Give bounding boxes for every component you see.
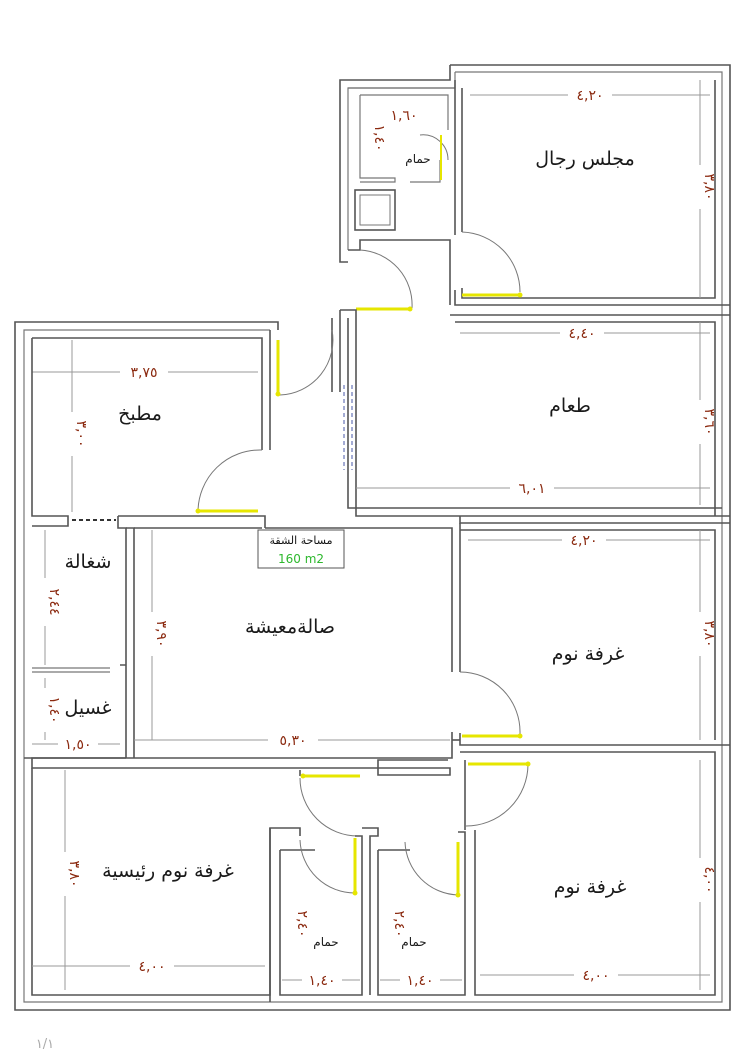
label-kitchen: مطبخ bbox=[118, 403, 162, 425]
label-bath-left: حمام bbox=[313, 935, 339, 949]
entry-door bbox=[340, 250, 450, 312]
dim-kitchen-width: ٣,٧٥ bbox=[130, 365, 158, 381]
page-number: ١/١ bbox=[35, 1037, 55, 1052]
dim-bedroom-2-width: ٤,٠٠ bbox=[582, 968, 610, 984]
label-master-bedroom: غرفة نوم رئيسية bbox=[102, 860, 234, 882]
dim-living-depth: ٣,٩٠ bbox=[153, 620, 169, 648]
label-bath-right: حمام bbox=[401, 935, 427, 949]
area-box-title: مساحة الشقة bbox=[269, 534, 333, 547]
dim-majlis-width: ٤,٢٠ bbox=[576, 88, 604, 104]
dimension-labels bbox=[37, 87, 717, 989]
label-maid: شغالة bbox=[64, 551, 112, 573]
room-bedroom-2 bbox=[460, 752, 715, 995]
dim-bath-left-depth: ٢,٤٠ bbox=[294, 910, 310, 938]
dim-bath-top-width: ١,٦٠ bbox=[390, 108, 418, 124]
dim-maid-depth: ٢,٤٤ bbox=[46, 588, 62, 616]
dim-laundry-depth: ١,٤٠ bbox=[46, 696, 62, 724]
dim-bedroom-1-depth: ٣,٨٠ bbox=[701, 620, 717, 648]
label-majlis: مجلس رجال bbox=[535, 148, 635, 170]
label-dining: طعام bbox=[549, 395, 591, 417]
bath-right bbox=[362, 828, 465, 995]
room-bedroom-1 bbox=[452, 516, 730, 745]
dim-bath-left-width: ١,٤٠ bbox=[308, 973, 336, 989]
dim-master-width: ٤,٠٠ bbox=[138, 959, 166, 975]
dim-bath-right-depth: ٢,٤٠ bbox=[391, 910, 407, 938]
dim-majlis-depth: ٣,٨٠ bbox=[701, 173, 717, 201]
area-box-value: 160 m2 bbox=[277, 552, 325, 566]
dim-bedroom-1-width: ٤,٢٠ bbox=[570, 533, 598, 549]
dim-dining-total: ٦,٠١ bbox=[518, 481, 546, 497]
label-bedroom-2: غرفة نوم bbox=[553, 876, 627, 898]
dim-dining-width: ٤,٤٠ bbox=[568, 326, 596, 342]
label-bath-top: حمام bbox=[405, 152, 431, 166]
dim-living-width: ٥,٣٠ bbox=[279, 733, 307, 749]
label-living: صالةمعيشة bbox=[244, 616, 336, 638]
room-majlis bbox=[455, 80, 730, 305]
label-bedroom-1: غرفة نوم bbox=[551, 643, 625, 665]
dim-bedroom-2-depth: ٤,٠٠ bbox=[701, 866, 717, 894]
dim-laundry-width: ١,٥٠ bbox=[64, 737, 92, 753]
dim-kitchen-depth: ٣,٠٠ bbox=[73, 420, 89, 448]
dim-bath-right-width: ١,٤٠ bbox=[406, 973, 434, 989]
dim-bath-top-depth: ١,٤٠ bbox=[371, 124, 387, 152]
area-box bbox=[258, 530, 344, 568]
room-labels bbox=[64, 148, 634, 949]
dim-master-depth: ٣,٨٠ bbox=[66, 860, 82, 888]
label-laundry: غسيل bbox=[64, 697, 112, 719]
dim-dining-depth: ٣,٦٠ bbox=[701, 408, 717, 436]
